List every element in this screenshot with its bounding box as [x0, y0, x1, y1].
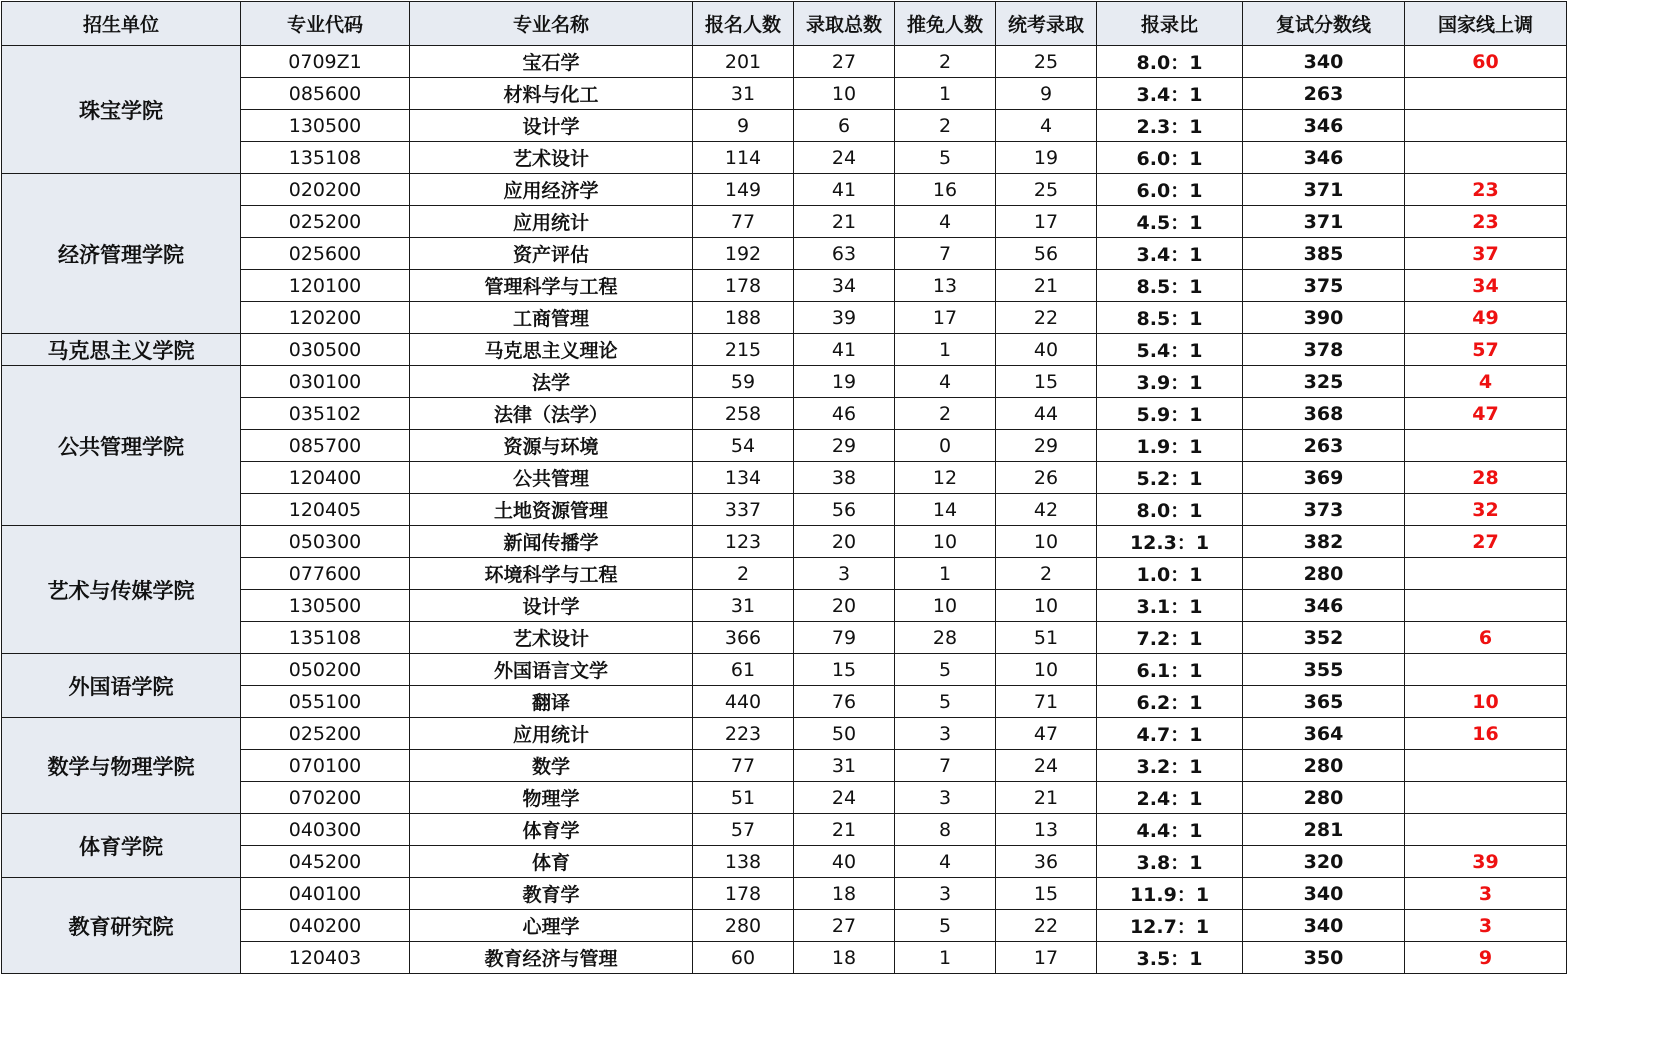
cell-score: 368 — [1243, 398, 1405, 430]
cell-recommended: 10 — [895, 526, 996, 558]
cell-ratio: 2.3：1 — [1097, 110, 1243, 142]
cell-recommended: 3 — [895, 718, 996, 750]
table-body — [2, 46, 1567, 974]
cell-score: 352 — [1243, 622, 1405, 654]
cell-admitted: 31 — [794, 750, 895, 782]
header-recommended: 推免人数 — [895, 2, 996, 46]
cell-exam: 25 — [996, 46, 1097, 78]
cell-score: 280 — [1243, 750, 1405, 782]
cell-admitted: 27 — [794, 46, 895, 78]
cell-code: 055100 — [241, 686, 410, 718]
cell-score: 346 — [1243, 142, 1405, 174]
cell-ratio: 5.4：1 — [1097, 334, 1243, 366]
cell-raise — [1405, 750, 1567, 782]
cell-name: 外国语言文学 — [410, 654, 693, 686]
cell-score: 375 — [1243, 270, 1405, 302]
cell-name: 管理科学与工程 — [410, 270, 693, 302]
cell-name: 艺术设计 — [410, 622, 693, 654]
cell-raise — [1405, 782, 1567, 814]
cell-code: 130500 — [241, 110, 410, 142]
cell-ratio: 8.5：1 — [1097, 302, 1243, 334]
cell-code: 025200 — [241, 206, 410, 238]
cell-admitted: 21 — [794, 206, 895, 238]
cell-code: 130500 — [241, 590, 410, 622]
cell-raise: 3 — [1405, 910, 1567, 942]
cell-admitted: 50 — [794, 718, 895, 750]
header-ratio: 报录比 — [1097, 2, 1243, 46]
cell-ratio: 12.3：1 — [1097, 526, 1243, 558]
cell-applicants: 201 — [693, 46, 794, 78]
cell-ratio: 6.0：1 — [1097, 174, 1243, 206]
cell-recommended: 2 — [895, 398, 996, 430]
table-header — [2, 2, 1567, 46]
cell-name: 艺术设计 — [410, 142, 693, 174]
cell-admitted: 10 — [794, 78, 895, 110]
cell-applicants: 366 — [693, 622, 794, 654]
header-score: 复试分数线 — [1243, 2, 1405, 46]
cell-recommended: 2 — [895, 46, 996, 78]
cell-applicants: 258 — [693, 398, 794, 430]
cell-raise: 23 — [1405, 206, 1567, 238]
cell-applicants: 134 — [693, 462, 794, 494]
cell-exam: 15 — [996, 366, 1097, 398]
cell-code: 0709Z1 — [241, 46, 410, 78]
cell-ratio: 3.5：1 — [1097, 942, 1243, 974]
cell-admitted: 63 — [794, 238, 895, 270]
cell-applicants: 114 — [693, 142, 794, 174]
table-row — [2, 718, 1567, 750]
cell-code: 040200 — [241, 910, 410, 942]
cell-applicants: 61 — [693, 654, 794, 686]
cell-code: 120400 — [241, 462, 410, 494]
cell-raise — [1405, 110, 1567, 142]
cell-admitted: 18 — [794, 942, 895, 974]
cell-score: 340 — [1243, 878, 1405, 910]
cell-exam: 2 — [996, 558, 1097, 590]
cell-raise — [1405, 814, 1567, 846]
cell-unit: 艺术与传媒学院 — [2, 526, 241, 654]
header-row — [2, 2, 1567, 46]
cell-admitted: 19 — [794, 366, 895, 398]
cell-ratio: 4.4：1 — [1097, 814, 1243, 846]
cell-score: 350 — [1243, 942, 1405, 974]
table-row — [2, 366, 1567, 398]
cell-raise: 27 — [1405, 526, 1567, 558]
table-row — [2, 334, 1567, 366]
cell-name: 公共管理 — [410, 462, 693, 494]
cell-applicants: 57 — [693, 814, 794, 846]
cell-score: 280 — [1243, 782, 1405, 814]
cell-exam: 13 — [996, 814, 1097, 846]
cell-score: 340 — [1243, 910, 1405, 942]
cell-exam: 47 — [996, 718, 1097, 750]
cell-code: 020200 — [241, 174, 410, 206]
cell-applicants: 77 — [693, 206, 794, 238]
cell-admitted: 40 — [794, 846, 895, 878]
cell-name: 设计学 — [410, 110, 693, 142]
cell-unit: 数学与物理学院 — [2, 718, 241, 814]
cell-admitted: 39 — [794, 302, 895, 334]
cell-name: 新闻传播学 — [410, 526, 693, 558]
cell-exam: 9 — [996, 78, 1097, 110]
header-exam: 统考录取 — [996, 2, 1097, 46]
cell-exam: 17 — [996, 942, 1097, 974]
cell-admitted: 18 — [794, 878, 895, 910]
table-row — [2, 174, 1567, 206]
cell-exam: 4 — [996, 110, 1097, 142]
table-row — [2, 526, 1567, 558]
cell-name: 物理学 — [410, 782, 693, 814]
cell-applicants: 51 — [693, 782, 794, 814]
cell-admitted: 20 — [794, 526, 895, 558]
cell-applicants: 192 — [693, 238, 794, 270]
cell-score: 355 — [1243, 654, 1405, 686]
cell-recommended: 8 — [895, 814, 996, 846]
cell-name: 资产评估 — [410, 238, 693, 270]
cell-recommended: 1 — [895, 558, 996, 590]
cell-applicants: 188 — [693, 302, 794, 334]
cell-name: 材料与化工 — [410, 78, 693, 110]
cell-name: 数学 — [410, 750, 693, 782]
cell-ratio: 12.7：1 — [1097, 910, 1243, 942]
header-applicants: 报名人数 — [693, 2, 794, 46]
cell-raise: 23 — [1405, 174, 1567, 206]
cell-unit: 外国语学院 — [2, 654, 241, 718]
cell-raise: 4 — [1405, 366, 1567, 398]
cell-name: 马克思主义理论 — [410, 334, 693, 366]
cell-score: 378 — [1243, 334, 1405, 366]
cell-recommended: 3 — [895, 878, 996, 910]
cell-score: 280 — [1243, 558, 1405, 590]
cell-raise: 32 — [1405, 494, 1567, 526]
cell-score: 365 — [1243, 686, 1405, 718]
cell-admitted: 56 — [794, 494, 895, 526]
table-row — [2, 46, 1567, 78]
cell-score: 371 — [1243, 174, 1405, 206]
cell-admitted: 46 — [794, 398, 895, 430]
cell-code: 035102 — [241, 398, 410, 430]
cell-code: 135108 — [241, 622, 410, 654]
cell-applicants: 178 — [693, 270, 794, 302]
cell-recommended: 3 — [895, 782, 996, 814]
table-row — [2, 654, 1567, 686]
cell-applicants: 31 — [693, 78, 794, 110]
cell-ratio: 3.1：1 — [1097, 590, 1243, 622]
cell-code: 045200 — [241, 846, 410, 878]
cell-applicants: 280 — [693, 910, 794, 942]
cell-raise — [1405, 558, 1567, 590]
cell-name: 应用统计 — [410, 206, 693, 238]
cell-recommended: 17 — [895, 302, 996, 334]
table-row — [2, 814, 1567, 846]
cell-applicants: 2 — [693, 558, 794, 590]
cell-raise — [1405, 78, 1567, 110]
cell-score: 263 — [1243, 78, 1405, 110]
cell-raise: 37 — [1405, 238, 1567, 270]
cell-applicants: 337 — [693, 494, 794, 526]
cell-exam: 24 — [996, 750, 1097, 782]
header-admitted: 录取总数 — [794, 2, 895, 46]
cell-ratio: 4.7：1 — [1097, 718, 1243, 750]
cell-raise — [1405, 590, 1567, 622]
cell-recommended: 4 — [895, 846, 996, 878]
cell-raise: 47 — [1405, 398, 1567, 430]
cell-score: 369 — [1243, 462, 1405, 494]
cell-code: 070200 — [241, 782, 410, 814]
header-unit: 招生单位 — [2, 2, 241, 46]
cell-exam: 26 — [996, 462, 1097, 494]
cell-recommended: 14 — [895, 494, 996, 526]
cell-exam: 22 — [996, 302, 1097, 334]
cell-raise: 34 — [1405, 270, 1567, 302]
cell-admitted: 3 — [794, 558, 895, 590]
cell-applicants: 60 — [693, 942, 794, 974]
cell-name: 体育学 — [410, 814, 693, 846]
header-code: 专业代码 — [241, 2, 410, 46]
cell-score: 371 — [1243, 206, 1405, 238]
table-row — [2, 878, 1567, 910]
cell-unit: 体育学院 — [2, 814, 241, 878]
cell-unit: 珠宝学院 — [2, 46, 241, 174]
cell-exam: 21 — [996, 782, 1097, 814]
cell-ratio: 5.9：1 — [1097, 398, 1243, 430]
cell-admitted: 24 — [794, 142, 895, 174]
cell-recommended: 5 — [895, 910, 996, 942]
cell-score: 281 — [1243, 814, 1405, 846]
cell-exam: 36 — [996, 846, 1097, 878]
cell-recommended: 5 — [895, 654, 996, 686]
cell-ratio: 2.4：1 — [1097, 782, 1243, 814]
cell-recommended: 4 — [895, 366, 996, 398]
cell-code: 040100 — [241, 878, 410, 910]
cell-name: 工商管理 — [410, 302, 693, 334]
cell-ratio: 8.0：1 — [1097, 46, 1243, 78]
cell-applicants: 59 — [693, 366, 794, 398]
cell-exam: 56 — [996, 238, 1097, 270]
cell-score: 390 — [1243, 302, 1405, 334]
cell-ratio: 8.0：1 — [1097, 494, 1243, 526]
cell-score: 340 — [1243, 46, 1405, 78]
cell-raise — [1405, 654, 1567, 686]
cell-code: 050300 — [241, 526, 410, 558]
cell-admitted: 38 — [794, 462, 895, 494]
cell-recommended: 10 — [895, 590, 996, 622]
cell-score: 346 — [1243, 590, 1405, 622]
cell-unit: 马克思主义学院 — [2, 334, 241, 366]
cell-recommended: 7 — [895, 750, 996, 782]
cell-applicants: 178 — [693, 878, 794, 910]
cell-ratio: 1.9：1 — [1097, 430, 1243, 462]
cell-code: 085600 — [241, 78, 410, 110]
header-name: 专业名称 — [410, 2, 693, 46]
cell-name: 法律（法学） — [410, 398, 693, 430]
cell-exam: 71 — [996, 686, 1097, 718]
cell-recommended: 1 — [895, 942, 996, 974]
cell-score: 320 — [1243, 846, 1405, 878]
cell-exam: 25 — [996, 174, 1097, 206]
cell-code: 025600 — [241, 238, 410, 270]
cell-ratio: 3.9：1 — [1097, 366, 1243, 398]
cell-raise: 10 — [1405, 686, 1567, 718]
cell-raise: 39 — [1405, 846, 1567, 878]
cell-admitted: 20 — [794, 590, 895, 622]
cell-score: 382 — [1243, 526, 1405, 558]
cell-ratio: 1.0：1 — [1097, 558, 1243, 590]
cell-code: 120100 — [241, 270, 410, 302]
cell-ratio: 7.2：1 — [1097, 622, 1243, 654]
cell-raise: 28 — [1405, 462, 1567, 494]
cell-admitted: 6 — [794, 110, 895, 142]
cell-code: 077600 — [241, 558, 410, 590]
cell-exam: 10 — [996, 590, 1097, 622]
cell-exam: 42 — [996, 494, 1097, 526]
cell-exam: 19 — [996, 142, 1097, 174]
cell-code: 085700 — [241, 430, 410, 462]
cell-code: 050200 — [241, 654, 410, 686]
cell-code: 120405 — [241, 494, 410, 526]
cell-score: 325 — [1243, 366, 1405, 398]
cell-unit: 教育研究院 — [2, 878, 241, 974]
cell-applicants: 138 — [693, 846, 794, 878]
cell-exam: 44 — [996, 398, 1097, 430]
cell-exam: 10 — [996, 526, 1097, 558]
cell-admitted: 24 — [794, 782, 895, 814]
cell-score: 373 — [1243, 494, 1405, 526]
cell-applicants: 9 — [693, 110, 794, 142]
cell-ratio: 3.8：1 — [1097, 846, 1243, 878]
cell-unit: 公共管理学院 — [2, 366, 241, 526]
cell-applicants: 223 — [693, 718, 794, 750]
cell-exam: 15 — [996, 878, 1097, 910]
cell-name: 资源与环境 — [410, 430, 693, 462]
cell-score: 364 — [1243, 718, 1405, 750]
cell-name: 应用经济学 — [410, 174, 693, 206]
cell-ratio: 6.2：1 — [1097, 686, 1243, 718]
cell-applicants: 77 — [693, 750, 794, 782]
cell-ratio: 3.4：1 — [1097, 238, 1243, 270]
cell-ratio: 5.2：1 — [1097, 462, 1243, 494]
cell-raise — [1405, 142, 1567, 174]
cell-recommended: 12 — [895, 462, 996, 494]
cell-recommended: 1 — [895, 78, 996, 110]
cell-admitted: 29 — [794, 430, 895, 462]
cell-raise: 3 — [1405, 878, 1567, 910]
cell-recommended: 0 — [895, 430, 996, 462]
cell-ratio: 6.1：1 — [1097, 654, 1243, 686]
cell-name: 体育 — [410, 846, 693, 878]
cell-recommended: 7 — [895, 238, 996, 270]
cell-raise: 9 — [1405, 942, 1567, 974]
cell-exam: 51 — [996, 622, 1097, 654]
cell-code: 120200 — [241, 302, 410, 334]
cell-exam: 10 — [996, 654, 1097, 686]
cell-admitted: 15 — [794, 654, 895, 686]
cell-recommended: 13 — [895, 270, 996, 302]
cell-raise: 60 — [1405, 46, 1567, 78]
cell-unit: 经济管理学院 — [2, 174, 241, 334]
header-raise: 国家线上调 — [1405, 2, 1567, 46]
cell-name: 宝石学 — [410, 46, 693, 78]
cell-exam: 29 — [996, 430, 1097, 462]
cell-code: 030500 — [241, 334, 410, 366]
cell-admitted: 21 — [794, 814, 895, 846]
cell-name: 环境科学与工程 — [410, 558, 693, 590]
cell-recommended: 16 — [895, 174, 996, 206]
cell-admitted: 34 — [794, 270, 895, 302]
cell-code: 120403 — [241, 942, 410, 974]
cell-admitted: 76 — [794, 686, 895, 718]
cell-recommended: 5 — [895, 142, 996, 174]
cell-name: 设计学 — [410, 590, 693, 622]
cell-score: 385 — [1243, 238, 1405, 270]
cell-raise: 57 — [1405, 334, 1567, 366]
cell-ratio: 3.4：1 — [1097, 78, 1243, 110]
cell-code: 040300 — [241, 814, 410, 846]
cell-applicants: 54 — [693, 430, 794, 462]
cell-exam: 21 — [996, 270, 1097, 302]
cell-raise: 49 — [1405, 302, 1567, 334]
cell-applicants: 215 — [693, 334, 794, 366]
cell-score: 263 — [1243, 430, 1405, 462]
cell-applicants: 149 — [693, 174, 794, 206]
cell-ratio: 8.5：1 — [1097, 270, 1243, 302]
cell-raise: 6 — [1405, 622, 1567, 654]
cell-exam: 22 — [996, 910, 1097, 942]
cell-admitted: 41 — [794, 334, 895, 366]
cell-ratio: 11.9：1 — [1097, 878, 1243, 910]
cell-exam: 17 — [996, 206, 1097, 238]
cell-name: 教育经济与管理 — [410, 942, 693, 974]
cell-code: 070100 — [241, 750, 410, 782]
cell-ratio: 3.2：1 — [1097, 750, 1243, 782]
cell-name: 教育学 — [410, 878, 693, 910]
cell-name: 法学 — [410, 366, 693, 398]
cell-recommended: 28 — [895, 622, 996, 654]
cell-admitted: 41 — [794, 174, 895, 206]
cell-recommended: 1 — [895, 334, 996, 366]
cell-score: 346 — [1243, 110, 1405, 142]
cell-code: 135108 — [241, 142, 410, 174]
cell-ratio: 4.5：1 — [1097, 206, 1243, 238]
cell-applicants: 31 — [693, 590, 794, 622]
cell-admitted: 79 — [794, 622, 895, 654]
cell-recommended: 5 — [895, 686, 996, 718]
cell-name: 土地资源管理 — [410, 494, 693, 526]
cell-name: 翻译 — [410, 686, 693, 718]
cell-raise: 16 — [1405, 718, 1567, 750]
cell-recommended: 2 — [895, 110, 996, 142]
cell-recommended: 4 — [895, 206, 996, 238]
cell-name: 应用统计 — [410, 718, 693, 750]
cell-code: 025200 — [241, 718, 410, 750]
cell-code: 030100 — [241, 366, 410, 398]
cell-applicants: 440 — [693, 686, 794, 718]
admissions-table — [1, 1, 1567, 974]
cell-exam: 40 — [996, 334, 1097, 366]
cell-name: 心理学 — [410, 910, 693, 942]
cell-admitted: 27 — [794, 910, 895, 942]
cell-ratio: 6.0：1 — [1097, 142, 1243, 174]
cell-raise — [1405, 430, 1567, 462]
cell-applicants: 123 — [693, 526, 794, 558]
